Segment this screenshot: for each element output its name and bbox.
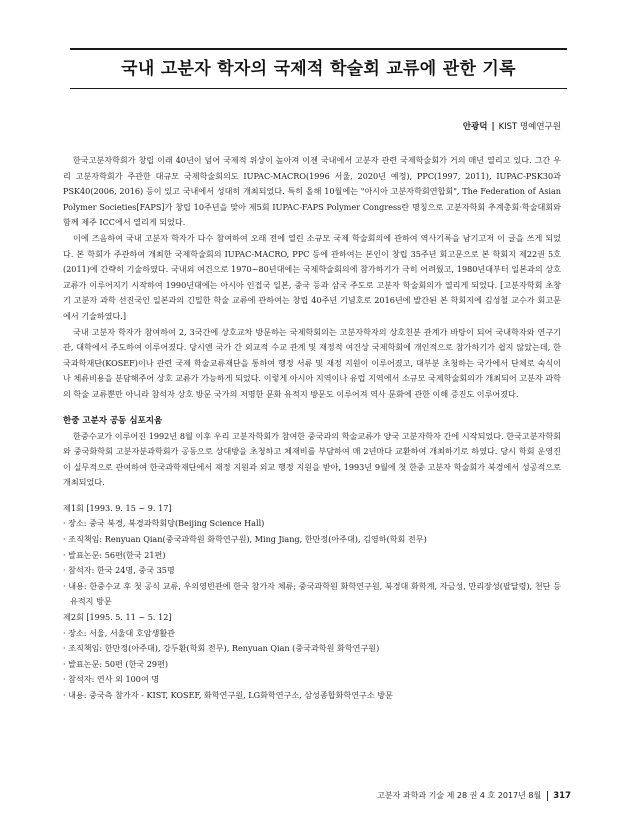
meeting-item: · 발표논문: 50편 (한국 29편) [63, 658, 169, 669]
page-number: 317 [553, 791, 571, 801]
author-separator: | [491, 122, 495, 132]
meeting-item: · 발표논문: 56편(한국 21편) [63, 549, 166, 560]
body-paragraph: 이에 즈음하여 국내 고분자 학자가 다수 참여하여 오래 전에 열린 소규모 국제 학술회의에 관하여 역사기록을 남기고저 이 글을 쓰게 되었다. 본 학회가 주관하여 개최한 국제학술회의 IUPAC-MACRO, PPC 등에 관하여는 본인이 창립 35주년 회고문으로 본 학회지 제22권 5호(2011)에 간략히 기술하였다. 국내외 여건으로 1970~80년대에는 국제학술회의에 참가하기가 극히 어려웠고, 1980년대부터 일본과의 상호교류가 이루어지기 시작하여 1990년대에는 아시아 인접국 일본, 중국 등과 삼국 주도로 고분자 학술회의가 열리게 되었다. [고분자학회 초창기 고분자 과학 선진국인 일본과의 긴밀한 학술 교류에 관하여는 창립 40주년 기념호로 2016년에 발간된 본 학회지에 김성철 교수가 회고문에서 기술하였다.] [63, 232, 561, 321]
article-title: 국내 고분자 학자의 국제적 학술회 교류에 관한 기록 [121, 59, 516, 79]
title-bottom-rule [70, 88, 567, 89]
meeting-title: 제2회 [1995. 5. 11 ~ 5. 12] [63, 612, 172, 623]
meeting-block [63, 610, 561, 704]
title-block [70, 48, 567, 89]
author-line [463, 120, 561, 132]
page-footer [377, 790, 571, 801]
meeting-item: · 조직책임: Renyuan Qian(중국과학원 화학연구원), Ming Jiang, 한만정(아주대), 김영하(학회 전무) [63, 534, 427, 545]
journal-info: 고분자 과학과 기술 제 28 권 4 호 2017년 8월 [377, 791, 542, 800]
meeting-item: · 참석자: 연사 외 100여 명 [63, 674, 160, 685]
body-paragraph: 국내 고분자 학자가 참여하여 2, 3국간에 상호교차 방문하는 국제학회의는 고분자학자의 상호친분 관계가 바탕이 되어 국내학자와 연구기관, 대학에서 주도하여 이루어졌다. 당시엔 국가 간 외교적 수교 관계 및 재정적 여건상 국제학회에 개인적으로 참가하기가 쉽지 않았는데, 한국과학재단(KOSEF)이나 관련 국제 학술교류재단을 통하여 행정 서류 및 재정 지원이 이루어졌고, 대부분 초청하는 국가에서 단체로 숙식이나 체류비용을 분담해주어 상호 교류가 가능하게 되었다. 이렇게 아시아 지역이나 유럽 지역에서 소규모 국제학술회의가 개최되어 고분자 과학의 학술 교류뿐만 아니라 참석자 상호 방문 국가의 저명한 문화 유적지 방문도 이루어져 역사 문화에 관한 이해 증진도 이루어졌다. [63, 326, 561, 399]
footer-divider [547, 791, 548, 801]
meeting-item: · 조직책임: 한만정(아주대), 강두환(학회 전무), Renyuan Qian (중국과학원 화학연구원) [63, 643, 380, 654]
section-paragraph: 한중수교가 이루어진 1992년 8월 이후 우리 고분자학회가 참여한 중국과의 학술교류가 양국 고분자학자 간에 시작되었다. 한국고분자학회와 중국화학회 고분자분과학회가 공동으로 상대방을 초청하고 체재비를 부담하여 매 2년마다 교환하여 개최하기로 하였다. 당시 학회 운영진이 실무적으로 관여하여 한국과학재단에서 재정 지원과 외교 행정 지원을 받아, 1993년 9월에 첫 한중 고분자 학술회가 북경에서 성공적으로 개최되었다. [63, 430, 561, 488]
meeting-item: · 내용: 중국측 참가자 - KIST, KOSEF, 화학연구원, LG화학연구소, 삼성종합화학연구소 방문 [63, 690, 393, 700]
meeting-title: 제1회 [1993. 9. 15 ~ 9. 17] [63, 502, 172, 513]
meeting-item: · 참석자: 한국 24명, 중국 35명 [63, 565, 175, 576]
meeting-item: · 장소: 서울, 서울대 호암생활관 [63, 627, 175, 638]
body-paragraph: 한국고분자학회가 창립 이래 40년이 넘어 국제적 위상이 높아져 이젠 국내에서 고분자 관련 국제학술회가 거의 매년 열리고 있다. 그간 우리 고분자학회가 주관한 대규모 국제학술회의도 IUPAC-MACRO(1996 서울, 2020년 예정), PPC(1997, 2011), IUPAC-PSK30과 PSK40(2006, 2016) 등이 있고 국내에서 성대히 개최되었다. 특히 올해 10월에는 "아시아 고분자학회연합회", The Federation of Asian Polymer Societies[FAPS]가 창립 10주년을 맞아 제5회 IUPAC-FAPS Polymer Congress란 명칭으로 고분자학회 추계총회·학술대회와 함께 제주 ICC에서 열리게 되었다. [63, 155, 561, 228]
author-name: 안광덕 [462, 122, 488, 132]
section-heading: 한중 고분자 공동 심포지움 [63, 415, 163, 426]
article-body [63, 153, 561, 704]
author-affiliation: KIST 명예연구원 [498, 122, 561, 132]
meeting-item: · 장소: 중국 북경, 북경과학회당(Beijing Science Hall) [63, 518, 265, 529]
meeting-item: · 내용: 한중수교 후 첫 공식 교류, 우의영빈관에 한국 참가자 체류; 중국과학원 화학연구원, 북경대 화학계, 자금성, 만리장성(팔달령), 천단 등 유적지 방문 [63, 580, 561, 607]
meeting-block [63, 501, 561, 610]
